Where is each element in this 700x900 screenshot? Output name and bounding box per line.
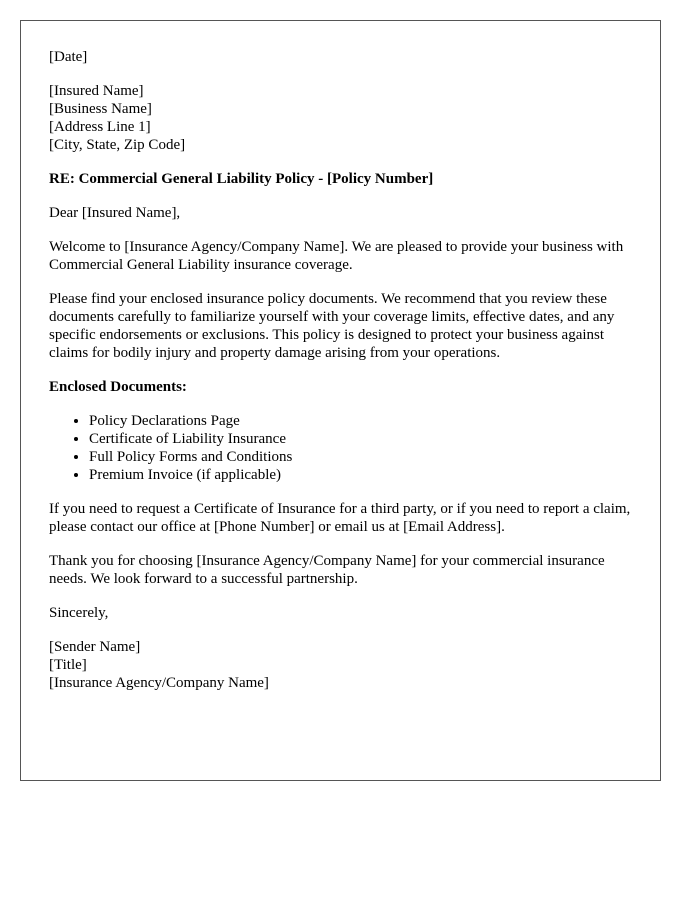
signature-block [49, 638, 632, 692]
business-name: [Business Name] [49, 101, 152, 117]
contact-paragraph: If you need to request a Certificate of Insurance for a third party, or if you need to report a claim, please contact our office at [Phone Number] or email us at [Email Address]. [49, 501, 631, 535]
sender-company: [Insurance Agency/Company Name] [49, 675, 269, 691]
recipient-address [49, 82, 632, 154]
salutation: Dear [Insured Name], [49, 205, 181, 221]
city-state-zip: [City, State, Zip Code] [49, 137, 186, 153]
enclosed-heading: Enclosed Documents: [49, 379, 187, 395]
list-item: • Certificate of Liability Insurance [89, 430, 632, 448]
letter-page [20, 20, 661, 781]
documents-paragraph: Please find your enclosed insurance policy documents. We recommend that you review these documents carefully to familiarize yourself with your coverage limits, effective dates, and any specific endorsements or exclusions. This policy is designed to protect your business against claims for bodily injury and property damage arising from your operations. [49, 291, 615, 361]
list-item: • Policy Declarations Page [89, 412, 632, 430]
address-line: [Address Line 1] [49, 119, 151, 135]
date: [Date] [49, 49, 88, 65]
subject-line: RE: Commercial General Liability Policy - [Policy Number] [49, 171, 434, 187]
thank-you-paragraph: Thank you for choosing [Insurance Agency/Company Name] for your commercial insurance needs. We look forward to a successful partnership. [49, 553, 605, 587]
closing: Sincerely, [49, 605, 109, 621]
recipient-name: [Insured Name] [49, 83, 144, 99]
welcome-paragraph: Welcome to [Insurance Agency/Company Name]. We are pleased to provide your business with Commercial General Liability insurance coverage. [49, 239, 624, 273]
list-item: • Full Policy Forms and Conditions [89, 448, 632, 466]
sender-title: [Title] [49, 657, 87, 673]
list-item: • Premium Invoice (if applicable) [89, 466, 632, 484]
sender-name: [Sender Name] [49, 639, 141, 655]
enclosed-list [49, 412, 632, 484]
